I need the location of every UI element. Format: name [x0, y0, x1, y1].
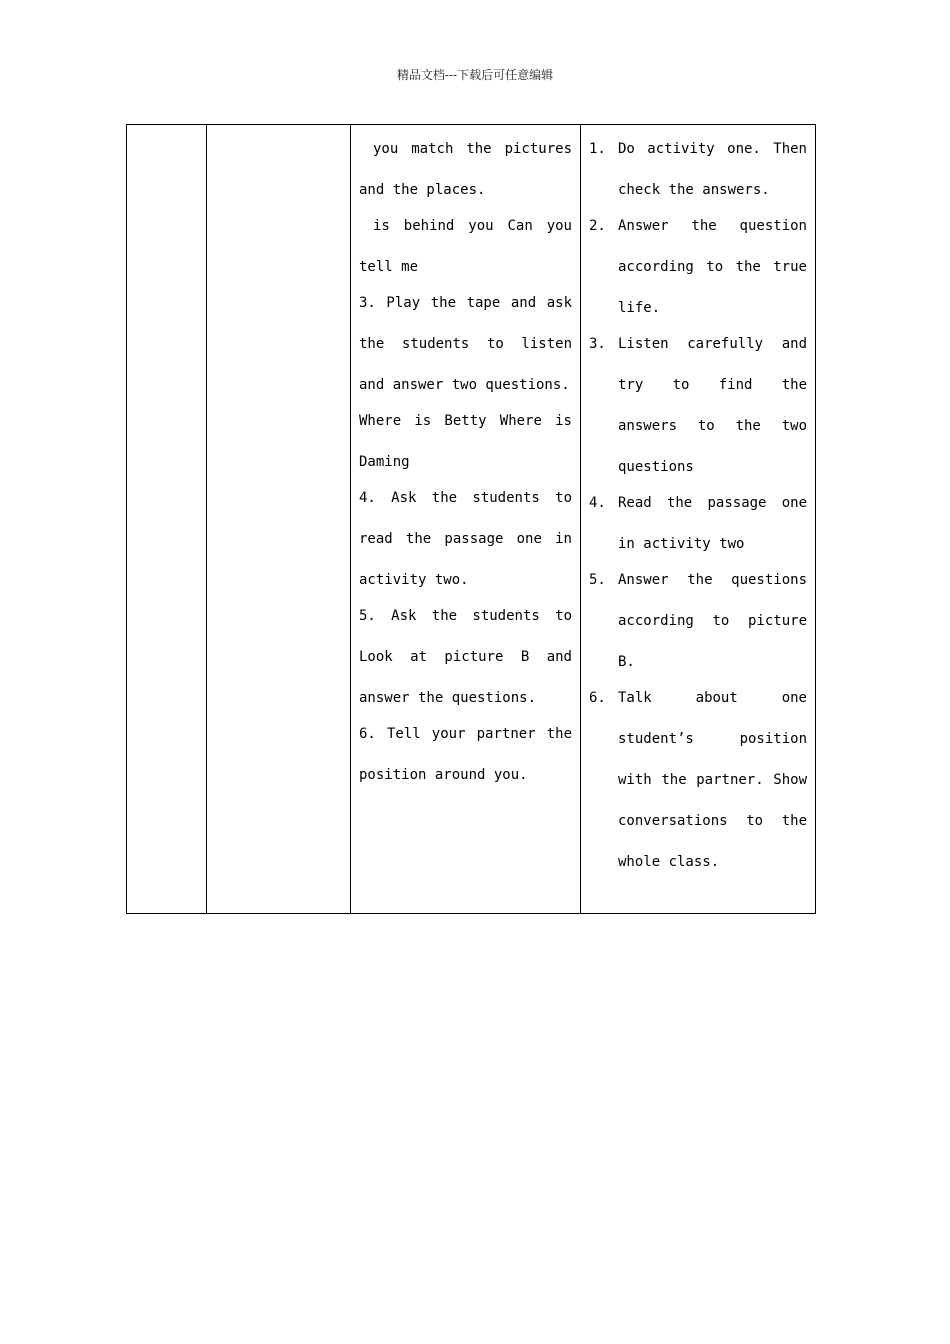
list-item: [589, 560, 807, 683]
teacher-step: 6. Tell your partner the position around you.: [359, 726, 572, 783]
teacher-step: 4. Ask the students to read the passage one in activity two.: [359, 490, 572, 588]
step-number: 4.: [589, 495, 606, 511]
teacher-step: Where is Betty Where is Daming: [359, 413, 572, 470]
step-number: 6.: [589, 690, 606, 706]
step-text: Read the passage one in activity two: [618, 495, 807, 552]
teacher-step: is behind you Can you tell me: [359, 218, 572, 275]
teacher-step: you match the pictures and the places.: [359, 141, 572, 198]
teacher-step: 5. Ask the students to Look at picture B and answer the questions.: [359, 608, 572, 706]
teacher-activity-cell: [351, 125, 581, 914]
step-text: Answer the question according to the true life.: [618, 218, 807, 316]
list-item: [589, 324, 807, 488]
table-row: [127, 125, 816, 914]
step-text: Answer the questions according to picture B.: [618, 572, 807, 670]
step-text: Do activity one. Then check the answers.: [618, 141, 807, 198]
step-number: 1.: [589, 141, 606, 157]
table-cell-col1: [127, 125, 207, 914]
teacher-step: 3. Play the tape and ask the students to listen and answer two questions.: [359, 295, 572, 393]
student-activity-cell: [581, 125, 816, 914]
list-item: [589, 129, 807, 211]
list-item: [589, 483, 807, 565]
step-text: Listen carefully and try to find the answers to the two questions: [618, 336, 807, 475]
step-number: 5.: [589, 572, 606, 588]
list-item: [589, 206, 807, 329]
student-steps-list: [589, 129, 807, 883]
step-text: Talk about one student’s position with the partner. Show conversations to the whole class.: [618, 690, 807, 870]
lesson-table: [126, 124, 816, 914]
step-number: 2.: [589, 218, 606, 234]
page-header: 精品文档---下载后可任意编辑: [396, 68, 554, 82]
step-number: 3.: [589, 336, 606, 352]
list-item: [589, 678, 807, 883]
table-cell-col2: [207, 125, 351, 914]
